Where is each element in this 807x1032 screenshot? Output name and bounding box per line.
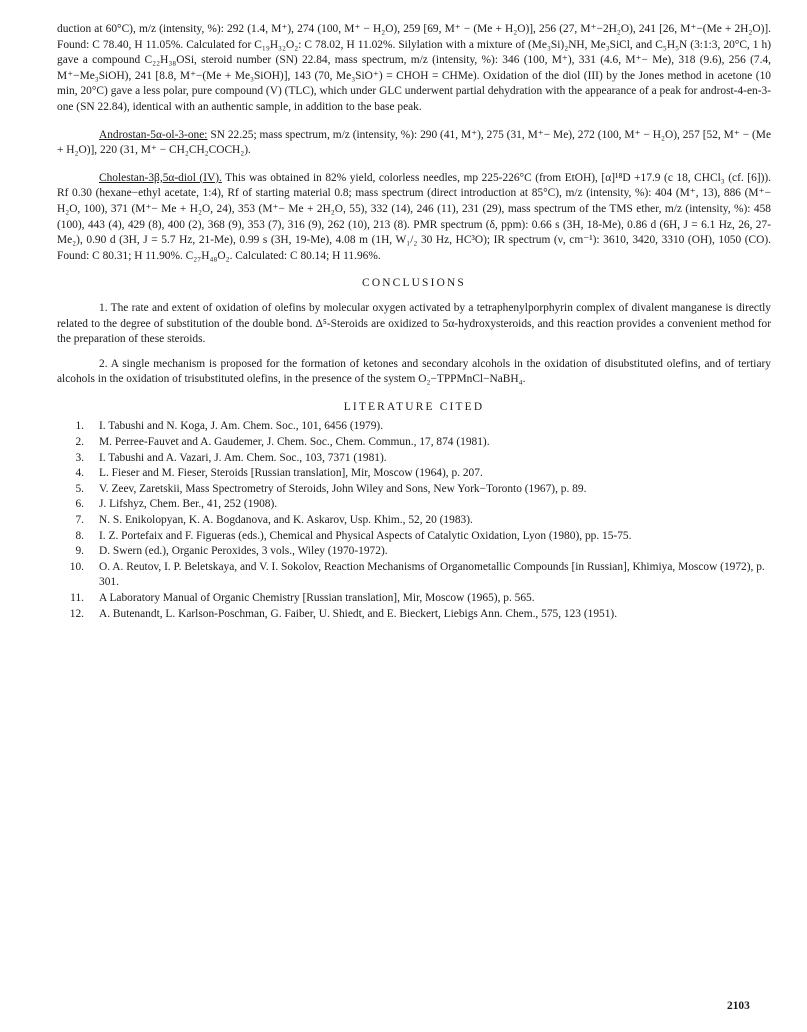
reference-text: I. Tabushi and N. Koga, J. Am. Chem. Soc., 101, 6456 (1979). (99, 420, 384, 433)
reference-item (57, 497, 771, 513)
conclusion-item-1: 1. The rate and extent of oxidation of olefins by molecular oxygen activated by a tetraphenylporphyrin complex of divalent manganese is directly related to the degree of substitution of the double bond. Δ⁵-Steroids are oxidized to 5α-hydroxysteroids, and this reaction provides a convenient method for the preparation of these steroids. (57, 301, 771, 346)
conclusions-heading: CONCLUSIONS (362, 277, 466, 290)
reference-text: N. S. Enikolopyan, K. A. Bogdanova, and K. Askarov, Usp. Khim., 52, 20 (1983). (99, 514, 473, 527)
reference-item (57, 560, 771, 591)
reference-text: V. Zeev, Zaretskii, Mass Spectrometry of Steroids, John Wiley and Sons, New York−Toronto (1967), p. 89. (99, 482, 587, 495)
reference-item (57, 482, 771, 498)
reference-number: 2. (75, 436, 84, 449)
reference-number: 8. (75, 529, 84, 542)
reference-text: J. Lifshyz, Chem. Ber., 41, 252 (1908). (99, 498, 278, 511)
reference-number: 10. (69, 560, 84, 573)
reference-item (57, 544, 771, 560)
conclusion-item-2: 2. A single mechanism is proposed for the formation of ketones and secondary alcohols in the oxidation of disubstituted olefins, and of tertiary alcohols in the oxidation of trisubstituted olefins, in the presence of the system O₂−TPPMnCl−NaBH₄. (57, 357, 771, 386)
reference-text: L. Fieser and M. Fieser, Steroids [Russian translation], Mir, Moscow (1964), p. 207. (99, 467, 483, 480)
reference-text: D. Swern (ed.), Organic Peroxides, 3 vols., Wiley (1970-1972). (99, 545, 388, 558)
page-number: 2103 (727, 1000, 750, 1012)
reference-item (57, 419, 771, 435)
reference-number: 5. (75, 482, 84, 495)
reference-item (57, 435, 771, 451)
reference-text: O. A. Reutov, I. P. Beletskaya, and V. I. Sokolov, Reaction Mechanisms of Organometallic Compounds [in Russian], Khimiya, Moscow (1972), p. 301. (99, 560, 765, 589)
experimental-paragraph-androstanolone (57, 128, 771, 159)
reference-number: 9. (75, 545, 84, 558)
compound-name-androstanolone: Androstan-5α-ol-3-one: (99, 128, 208, 141)
literature-cited-heading: LITERATURE CITED (343, 400, 485, 413)
reference-number: 7. (75, 514, 84, 527)
reference-text: A. Butenandt, L. Karlson-Poschman, G. Faiber, U. Shiedt, and E. Bieckert, Liebigs Ann. Chem., 575, 123 (1951). (99, 607, 618, 620)
cholestanediol-details: This was obtained in 82% yield, colorless needles, mp 225-226°C (from EtOH), [α]¹⁸D +17.9 (c 18, CHCl₃ (cf. [6])). Rf 0.30 (hexane−ethyl acetate, 1:4), Rf of starting material 0.8; mass spectrum (direct introduction at 85°C), m/z (intensity, %): 404 (M⁺, 13), 886 (M⁺− H₂O, 100), 371 (M⁺− Me + H₂O, 24), 353 (M⁺− Me + 2H₂O, 55), 332 (14), 246 (11), 231 (29), mass spectrum of the TMS ether, m/z (intensity, %): 458 (100), 443 (4), 429 (8), 400 (2), 368 (9), 353 (7), 316 (9), 262 (10), 213 (8). PMR spectrum (δ, ppm): 0.66 s (3H, 18-Me), 0.86 d (6H, J = 6.1 Hz, 26, 27-Me₂), 0.90 d (3H, J = 5.7 Hz, 21-Me), 0.99 s (3H, 19-Me), 4.08 m (1H, W₁/₂ 30 Hz, HC³O); IR spectrum (ν, cm⁻¹): 3610, 3420, 3310 (OH), 1050 (CO). Found: C 80.31; H 11.90%. C₂₇H₄₈O₂. Calculated: C 80.14; H 11.96%. (57, 171, 772, 262)
reference-item (57, 591, 771, 607)
reference-number: 4. (75, 467, 84, 480)
reference-number: 3. (75, 451, 84, 464)
reference-list (57, 419, 771, 622)
experimental-paragraph-cholestanediol (57, 171, 771, 265)
reference-item (57, 466, 771, 482)
reference-text: I. Z. Portefaix and F. Figueras (eds.), Chemical and Physical Aspects of Catalytic Oxidation, Lyon (1980), pp. 15-75. (99, 529, 632, 542)
androstanolone-details: SN 22.25; mass spectrum, m/z (intensity, %): 290 (41, M⁺), 275 (31, M⁺− Me), 272 (100, M⁺ − H₂O), 257 [52, M⁺ − (Me + H₂O)], 220 (31, M⁺ − CH₂CH₂COCH₂). (57, 128, 771, 157)
paper-page (57, 22, 771, 622)
reference-item (57, 451, 771, 467)
reference-text: M. Perree-Fauvet and A. Gaudemer, J. Chem. Soc., Chem. Commun., 17, 874 (1981). (99, 436, 490, 449)
reference-text: A Laboratory Manual of Organic Chemistry [Russian translation], Mir, Moscow (1965), p. 565. (99, 592, 535, 604)
experimental-paragraph-diol-iii: duction at 60°C), m/z (intensity, %): 292 (1.4, M⁺), 274 (100, M⁺ − H₂O), 259 [69, M⁺ − (Me + H₂O)], 256 (27, M⁺−2H₂O), 241 [26, M⁺−(Me + 2H₂O)]. Found: C 78.40, H 11.05%. Calculated for C₁₉H₃₂O₂: C 78.02, H 11.02%. Silylation with a mixture of (Me₃Si)₂NH, Me₃SiCl, and C₅H₅N (3:1:3, 20°C, 1 h) gave a compound C₂₂H₃₈OSi, steroid number (SN) 22.84, mass spectrum, m/z (intensity, %): 346 (100, M⁺), 331 (4.6, M⁺− Me), 318 (9.6), 256 (7.4, M⁺−Me₃SiOH), 241 [8.8, M⁺−(Me + Me₃SiOH)], 143 (70, Me₃SiO⁺) = CHOH = CHMe). Oxidation of the diol (III) by the Jones method in acetone (10 min, 20°C) gave a less polar, pure compound (V) (TLC), which under GLC underwent partial dehydration with the appearance of a peak for androst-4-en-3-one (SN 22.84), identical with an authentic sample, in addition to the base peak. (57, 23, 771, 113)
reference-number: 12. (69, 607, 84, 620)
reference-number: 1. (75, 420, 84, 433)
reference-number: 11. (70, 592, 84, 604)
reference-number: 6. (75, 498, 84, 511)
reference-text: I. Tabushi and A. Vazari, J. Am. Chem. Soc., 103, 7371 (1981). (99, 451, 387, 464)
reference-item (57, 607, 771, 623)
reference-item (57, 529, 771, 545)
reference-item (57, 513, 771, 529)
compound-name-cholestanediol: Cholestan-3β,5α-diol (IV). (99, 171, 222, 184)
